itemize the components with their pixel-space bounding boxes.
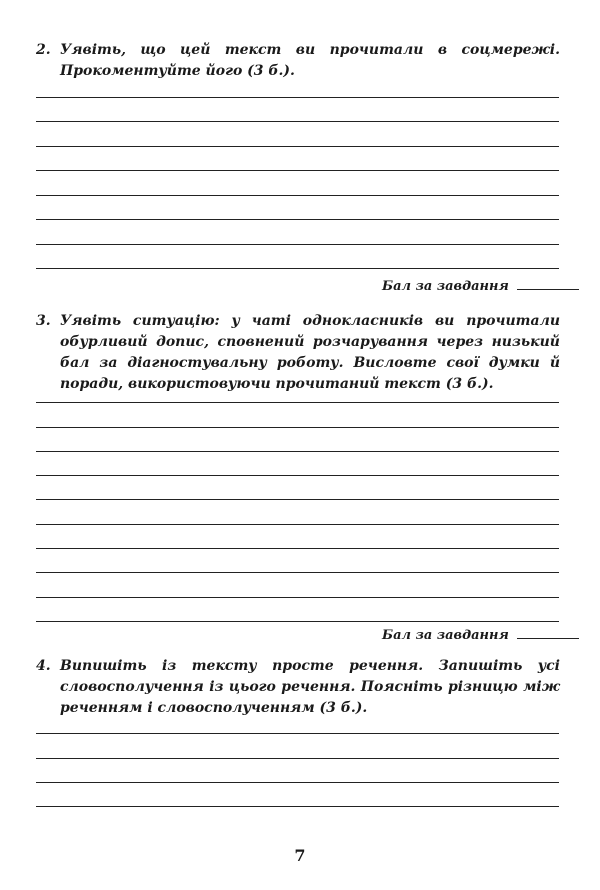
answer-line[interactable]: [36, 572, 559, 573]
task-2-number: 2.: [36, 42, 51, 58]
answer-line[interactable]: [36, 782, 559, 783]
answer-line[interactable]: [36, 475, 559, 476]
answer-line[interactable]: [36, 499, 559, 500]
answer-line[interactable]: [36, 195, 559, 196]
task-3-number: 3.: [36, 313, 51, 329]
answer-line[interactable]: [36, 524, 559, 525]
answer-line[interactable]: [36, 427, 559, 428]
score-field: [382, 628, 579, 643]
answer-line[interactable]: [36, 451, 559, 452]
answer-line[interactable]: [36, 733, 559, 734]
answer-line[interactable]: [36, 97, 559, 98]
answer-line[interactable]: [36, 121, 559, 122]
answer-line[interactable]: [36, 244, 559, 245]
answer-line[interactable]: [36, 170, 559, 171]
score-blank[interactable]: [517, 279, 579, 290]
task-3-text: Уявіть ситуацію: у чаті однокласників ви прочитали обурливий допис, сповнений розчарування через низький бал за діагностувальну роботу. Висловте свої думки й поради, використовуючи прочитаний текст (3 б.).: [60, 313, 560, 392]
score-label: Бал за завдання: [382, 628, 509, 643]
score-label: Бал за завдання: [382, 279, 509, 294]
page-number: 7: [294, 846, 306, 865]
score-blank[interactable]: [517, 628, 579, 639]
task-4: [36, 656, 560, 719]
answer-line[interactable]: [36, 219, 559, 220]
task-2-text: Уявіть, що цей текст ви прочитали в соцмережі. Прокоментуйте його (3 б.).: [60, 42, 560, 79]
task-4-number: 4.: [36, 658, 51, 674]
answer-line[interactable]: [36, 806, 559, 807]
answer-line[interactable]: [36, 548, 559, 549]
answer-line[interactable]: [36, 268, 559, 269]
task-3: [36, 311, 560, 395]
answer-line[interactable]: [36, 597, 559, 598]
answer-line[interactable]: [36, 146, 559, 147]
task-4-text: Випишіть із тексту просте речення. Запишіть усі словосполучення із цього речення. Поясніть різницю між реченням і словосполученням (3 б.).: [60, 658, 560, 716]
answer-line[interactable]: [36, 621, 559, 622]
score-field: [382, 279, 579, 294]
answer-line[interactable]: [36, 758, 559, 759]
task-2: [36, 40, 560, 82]
answer-line[interactable]: [36, 402, 559, 403]
